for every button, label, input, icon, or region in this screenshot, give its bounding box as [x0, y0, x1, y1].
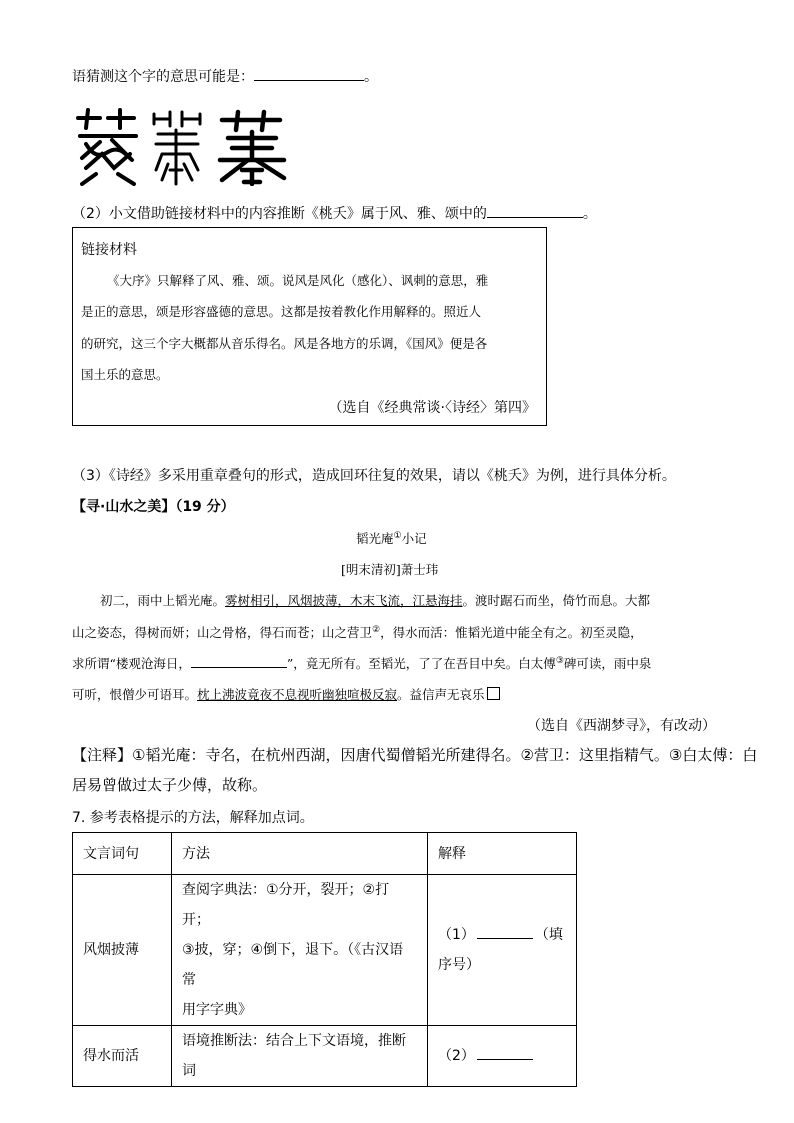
notes-line-2: 居易曾做过太子少傅，故称。 — [72, 776, 268, 794]
essay-title-pre: 韬光庵 — [356, 531, 394, 546]
question-3: （3）《诗经》多采用重章叠句的形式，造成回环往复的效果，请以《桃夭》为例，进行具体分析。 — [72, 468, 676, 484]
table-row-1-method — [172, 875, 428, 1026]
essay-p3-footnote-mark: ③ — [555, 655, 564, 666]
notes-line-1: 【注释】①韬光庵：寺名，在杭州西湖，因唐代蜀僧韬光所建得名。②营卫：这里指精气。③白太傅：白 — [72, 746, 758, 764]
question-2-answer-blank[interactable] — [487, 203, 583, 218]
answer-hint-2: 序号） — [438, 957, 480, 973]
essay-p1-b: 。渡时踞石而坐，倚竹而息。大都 — [462, 593, 651, 608]
answer-2-blank[interactable] — [477, 1045, 533, 1060]
method-line: 用字字典》 — [182, 1002, 252, 1018]
essay-title — [356, 529, 427, 547]
intro-answer-blank[interactable] — [254, 66, 364, 81]
method-line: 查阅字典法：①分开，裂开；②打开； — [182, 882, 390, 928]
essay-line-4 — [72, 685, 500, 703]
essay-source: （选自《西湖梦寻》，有改动） — [527, 718, 716, 734]
material-line-4: 国土乐的意思。 — [81, 367, 169, 382]
essay-p1-a: 初二，雨中上韬光庵。 — [100, 593, 226, 608]
glyph-1-image — [72, 108, 292, 186]
essay-p3-c: 碑可读，雨中泉 — [563, 656, 652, 671]
table-header-answer: 解释 — [428, 833, 577, 875]
essay-p1-underlined: 雾树相引，风烟披薄，木末飞流，江悬海挂 — [225, 593, 463, 608]
punctuation-box[interactable] — [487, 687, 500, 700]
essay-p2-footnote-mark: ② — [372, 624, 381, 635]
method-line: ③披，穿；④倒下，退下。（《古汉语常 — [182, 942, 404, 988]
essay-fill-blank[interactable] — [191, 655, 287, 668]
answer-1-blank[interactable] — [477, 924, 533, 939]
essay-title-post: 小记 — [401, 531, 427, 546]
material-title: 链接材料 — [81, 242, 137, 258]
essay-p4-b: 。益信声无哀乐 — [397, 687, 485, 702]
intro-suffix: 。 — [364, 69, 378, 85]
question-2-suffix: 。 — [582, 206, 597, 222]
question-7: 7. 参考表格提示的方法，解释加点词。 — [72, 810, 314, 826]
essay-p4-a: 可听，恨僧少可语耳。 — [72, 687, 198, 702]
essay-title-footnote-mark: ① — [393, 530, 402, 541]
method-table — [72, 832, 577, 1087]
essay-line-1 — [100, 591, 650, 609]
table-header-row — [73, 833, 577, 875]
material-source: （选自《经典常谈·〈诗经〉第四》 — [328, 400, 536, 416]
essay-p3-a: 求所谓“楼观沧海日， — [72, 656, 191, 671]
answer-label: （2） — [438, 1048, 475, 1064]
essay-p2-a: 山之姿态，得树而妍；山之骨格，得石而苍；山之营卫 — [72, 625, 373, 640]
section-heading: 【寻·山水之美】（19 分） — [72, 499, 235, 515]
essay-line-3 — [72, 654, 651, 672]
essay-author: [明末清初]萧士玮 — [341, 562, 439, 577]
material-line-2: 是正的意思，颂是形容盛德的意思。这都是按着教化作用解释的。照近人 — [81, 304, 482, 319]
table-row — [73, 875, 577, 1026]
table-header-term: 文言词句 — [73, 833, 172, 875]
intro-prefix: 语猜测这个字的意思可能是： — [72, 69, 254, 85]
material-line-1: 《大序》只解释了风、雅、颂。说风是风化（感化）、讽刺的意思，雅 — [107, 273, 489, 288]
intro-line — [72, 66, 378, 86]
material-line-3: 的研究，这三个字大概都从音乐得名。风是各地方的乐调，《国风》便是各 — [81, 336, 488, 351]
answer-hint: （填 — [534, 927, 563, 943]
essay-p2-b: ，得水而活：惟韬光道中能全有之。初至灵隐， — [380, 625, 643, 640]
table-row-1-answer — [428, 875, 577, 1026]
table-row-2-method: 语境推断法：结合上下文语境，推断词 — [172, 1026, 428, 1087]
question-2 — [72, 203, 597, 223]
table-row-2-term: 得水而活 — [73, 1026, 172, 1087]
question-2-text: （2）小文借助链接材料中的内容推断《桃夭》属于风、雅、颂中的 — [72, 206, 487, 222]
essay-p4-underlined: 枕上沸波竟夜不息视听幽独喧极反寂 — [197, 687, 398, 702]
linked-material-box — [72, 227, 547, 426]
table-row-1-term: 风烟披薄 — [73, 875, 172, 1026]
table-row — [73, 1026, 577, 1087]
answer-label: （1） — [438, 927, 475, 943]
table-row-2-answer — [428, 1026, 577, 1087]
essay-line-2 — [72, 623, 643, 641]
essay-p3-b: ”，竟无所有。至韬光，了了在吾目中矣。白太傅 — [286, 656, 556, 671]
table-header-method: 方法 — [172, 833, 428, 875]
